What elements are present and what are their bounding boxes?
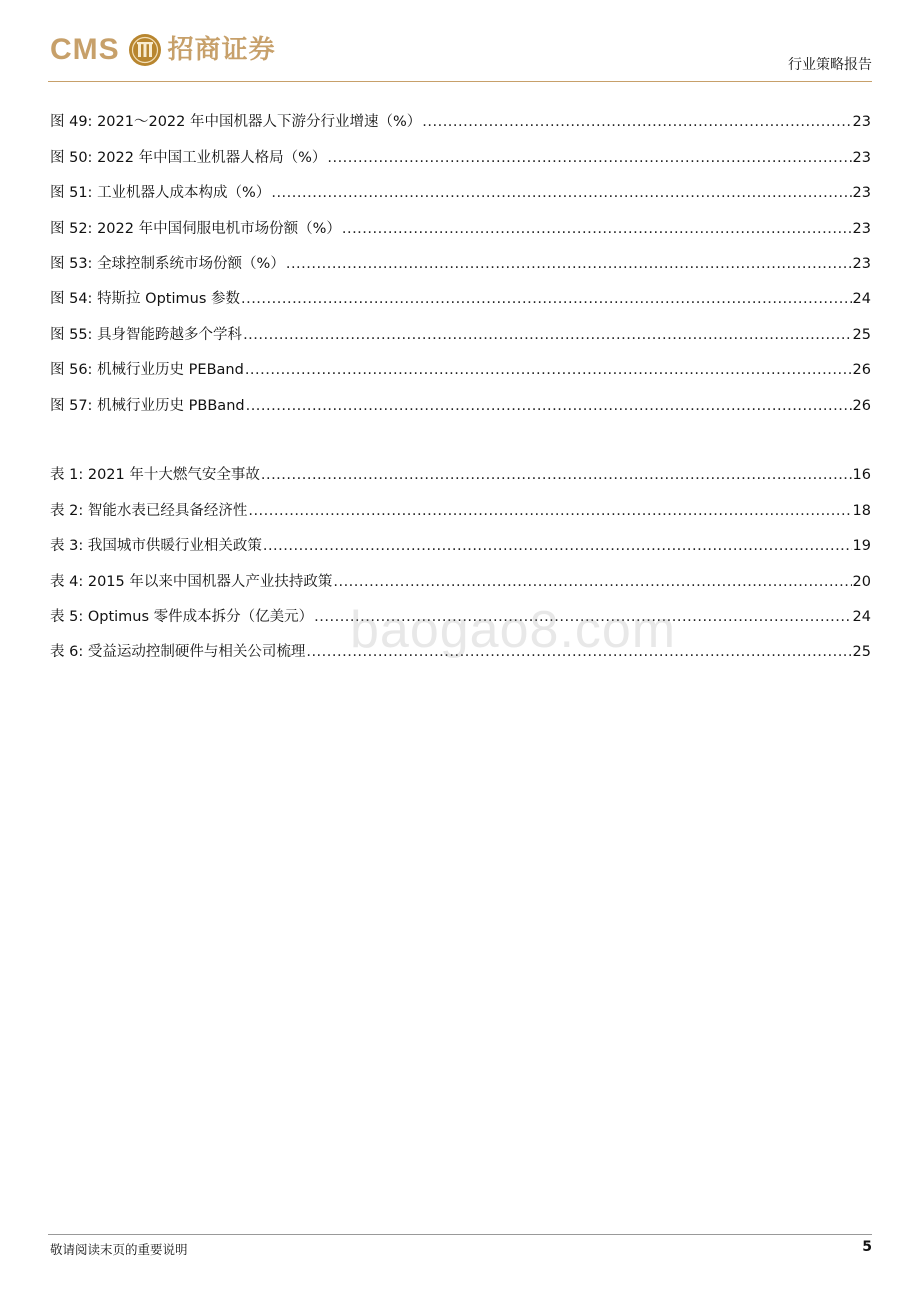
figure-entry-55[interactable] (50, 309, 871, 344)
page-ref: 23 (852, 149, 871, 166)
table-entry-4[interactable] (50, 556, 871, 591)
figure-label: 图 49: (50, 114, 93, 131)
logo-latin-text: CMS (50, 33, 120, 66)
dot-leader (263, 536, 852, 556)
figure-title: 全球控制系统市场份额（%） (97, 255, 285, 272)
figure-label: 图 50: (50, 149, 93, 166)
figure-label: 图 53: (50, 255, 93, 272)
header-divider (48, 81, 872, 82)
figure-label: 图 52: (50, 220, 93, 237)
figure-title: 工业机器人成本构成（%） (97, 185, 271, 202)
page-ref: 23 (852, 185, 871, 202)
page-ref: 23 (852, 255, 871, 272)
figure-entry-49[interactable] (50, 97, 871, 132)
table-entry-2[interactable] (50, 485, 871, 520)
table-label: 表 5: (50, 608, 84, 625)
figure-list (50, 97, 871, 416)
dot-leader (246, 396, 852, 416)
table-entry-3[interactable] (50, 521, 871, 556)
table-label: 表 2: (50, 502, 84, 519)
dot-leader (248, 501, 851, 521)
figure-entry-52[interactable] (50, 203, 871, 238)
table-title: 我国城市供暖行业相关政策 (87, 538, 262, 555)
figure-entry-53[interactable] (50, 239, 871, 274)
figure-label: 图 54: (50, 291, 93, 308)
page-ref: 19 (852, 538, 871, 555)
logo-emblem-icon (128, 33, 162, 67)
dot-leader (261, 465, 852, 485)
page-header (0, 0, 920, 84)
table-title: 2021 年十大燃气安全事故 (87, 467, 260, 484)
figure-title: 特斯拉 Optimus 参数 (97, 291, 240, 308)
dot-leader (271, 183, 851, 203)
table-label: 表 3: (50, 538, 84, 555)
table-label: 表 1: (50, 467, 84, 484)
dot-leader (243, 325, 851, 345)
page-ref: 26 (852, 397, 871, 414)
page-ref: 18 (852, 502, 871, 519)
figure-entry-54[interactable] (50, 274, 871, 309)
page-ref: 26 (852, 362, 871, 379)
page-number: 5 (862, 1239, 872, 1255)
figure-label: 图 55: (50, 326, 93, 343)
table-entry-5[interactable] (50, 592, 871, 627)
table-list (50, 450, 871, 662)
table-label: 表 4: (50, 573, 84, 590)
figure-label: 图 51: (50, 185, 93, 202)
dot-leader (333, 572, 851, 592)
figure-title: 2021～2022 年中国机器人下游分行业增速（%） (97, 114, 422, 131)
table-title: Optimus 零件成本拆分（亿美元） (87, 608, 314, 625)
table-title: 受益运动控制硬件与相关公司梳理 (87, 644, 306, 661)
table-title: 智能水表已经具备经济性 (87, 502, 248, 519)
figure-title: 机械行业历史 PEBand (97, 362, 244, 379)
dot-leader (327, 148, 851, 168)
page-ref: 25 (852, 644, 871, 661)
figure-entry-51[interactable] (50, 168, 871, 203)
dot-leader (422, 112, 851, 132)
figure-entry-57[interactable] (50, 380, 871, 415)
page-ref: 20 (852, 573, 871, 590)
footer-divider (48, 1234, 872, 1235)
figure-label: 图 56: (50, 362, 93, 379)
figure-title: 2022 年中国伺服电机市场份额（%） (97, 220, 341, 237)
dot-leader (245, 360, 852, 380)
watermark-text: baogao8.com (350, 601, 677, 659)
figure-entry-56[interactable] (50, 345, 871, 380)
logo-chinese-text: 招商证券 (167, 35, 276, 65)
page-ref: 25 (852, 326, 871, 343)
dot-leader (306, 642, 851, 662)
page-ref: 16 (852, 467, 871, 484)
disclaimer-note: 敬请阅读末页的重要说明 (50, 1242, 188, 1257)
figure-title: 具身智能跨越多个学科 (97, 326, 243, 343)
company-logo (50, 32, 276, 68)
page-ref: 24 (852, 291, 871, 308)
table-label: 表 6: (50, 644, 84, 661)
table-title: 2015 年以来中国机器人产业扶持政策 (87, 573, 333, 590)
dot-leader (241, 289, 852, 309)
page-ref: 24 (852, 608, 871, 625)
page-ref: 23 (852, 220, 871, 237)
figure-label: 图 57: (50, 397, 93, 414)
dot-leader (314, 607, 851, 627)
figure-entry-50[interactable] (50, 132, 871, 167)
dot-leader (342, 219, 852, 239)
table-entry-6[interactable] (50, 627, 871, 662)
dot-leader (286, 254, 852, 274)
table-entry-1[interactable] (50, 450, 871, 485)
report-type-label: 行业策略报告 (788, 57, 872, 73)
figure-title: 2022 年中国工业机器人格局（%） (97, 149, 327, 166)
figure-title: 机械行业历史 PBBand (97, 397, 245, 414)
page-ref: 23 (852, 114, 871, 131)
